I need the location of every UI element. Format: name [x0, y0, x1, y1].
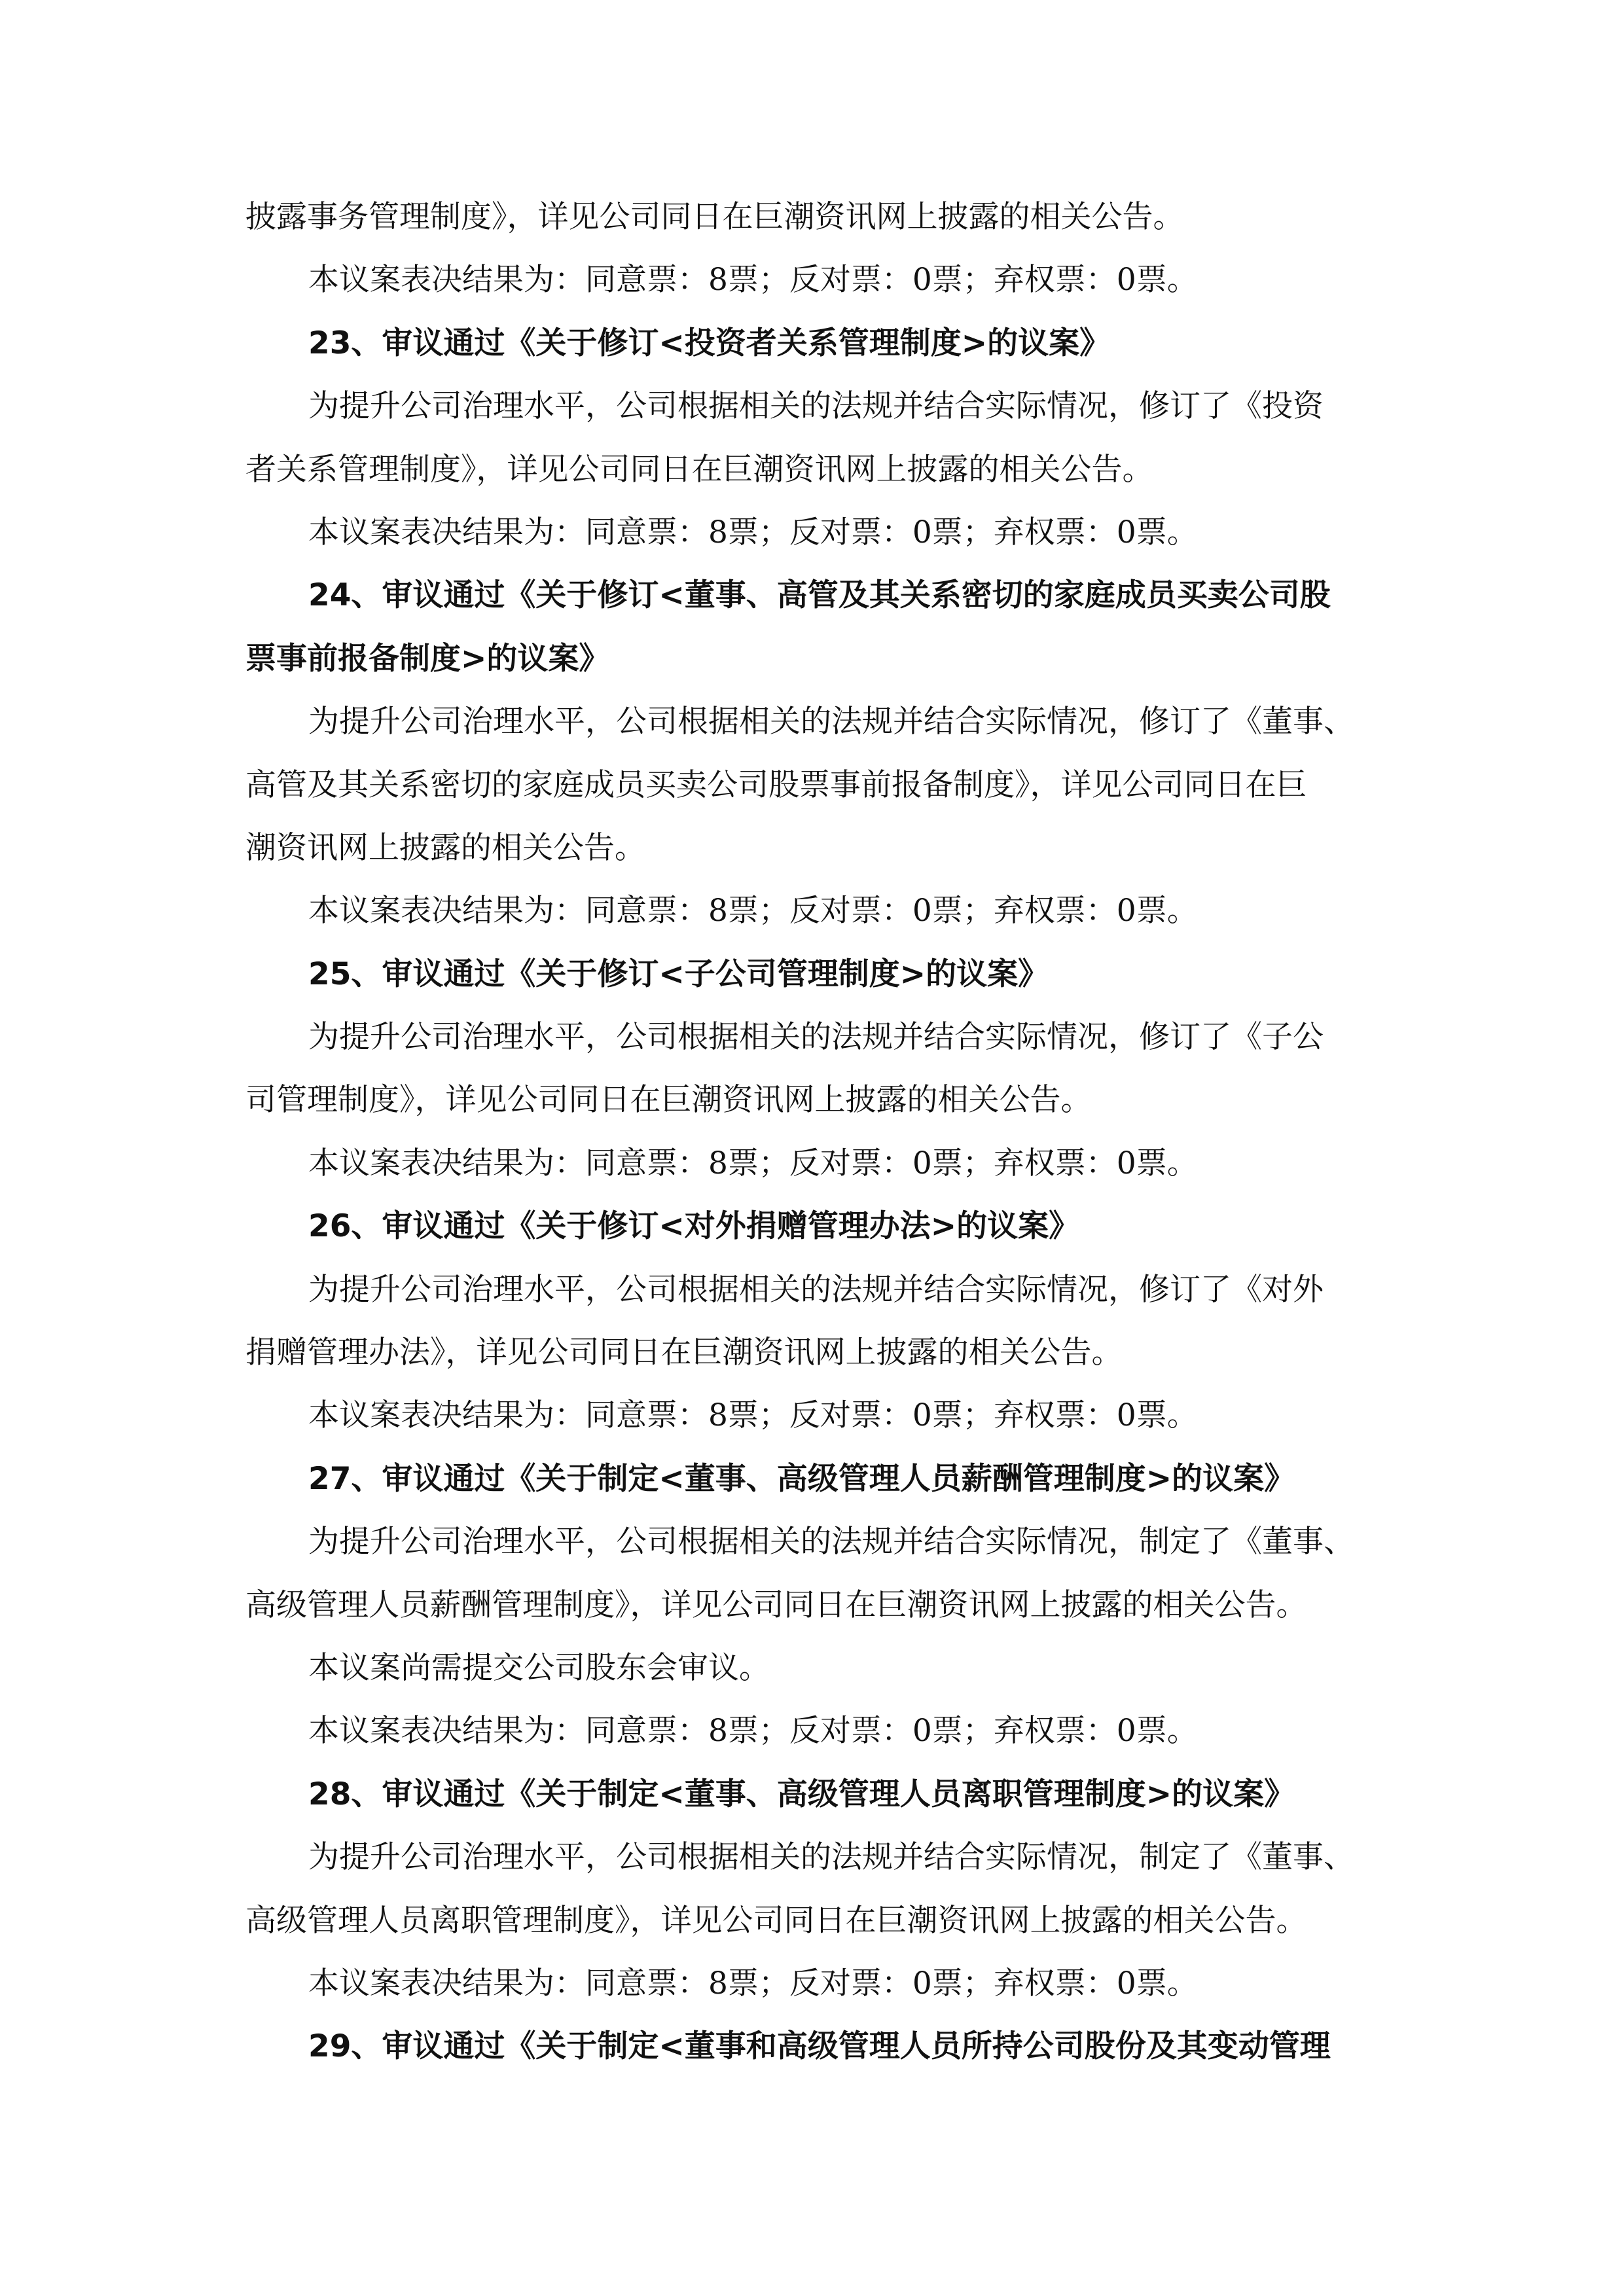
text-line: 披露事务管理制度》，详见公司同日在巨潮资讯网上披露的相关公告。 [245, 199, 1184, 235]
text-line: 本议案表决结果为：同意票：8票；反对票：0票；弃权票：0票。 [308, 262, 1198, 298]
text-line: 本议案表决结果为：同意票：8票；反对票：0票；弃权票：0票。 [308, 1713, 1198, 1749]
text-line: 潮资讯网上披露的相关公告。 [245, 829, 645, 866]
section-heading: 27、审议通过《关于制定<董事、高级管理人员薪酬管理制度>的议案》 [308, 1460, 1295, 1497]
text-line: 为提升公司治理水平，公司根据相关的法规并结合实际情况，修订了《投资 [308, 388, 1324, 425]
section-heading: 29、审议通过《关于制定<董事和高级管理人员所持公司股份及其变动管理 [308, 2028, 1331, 2065]
text-line: 为提升公司治理水平，公司根据相关的法规并结合实际情况，修订了《董事、 [308, 704, 1354, 740]
text-line: 为提升公司治理水平，公司根据相关的法规并结合实际情况，修订了《对外 [308, 1271, 1324, 1308]
text-line: 为提升公司治理水平，公司根据相关的法规并结合实际情况，制定了《董事、 [308, 1524, 1354, 1560]
text-line: 本议案表决结果为：同意票：8票；反对票：0票；弃权票：0票。 [308, 1965, 1198, 2001]
text-line: 者关系管理制度》，详见公司同日在巨潮资讯网上披露的相关公告。 [245, 451, 1153, 488]
section-heading: 票事前报备制度>的议案》 [245, 640, 610, 677]
text-line: 本议案尚需提交公司股东会审议。 [308, 1649, 770, 1686]
text-line: 本议案表决结果为：同意票：8票；反对票：0票；弃权票：0票。 [308, 1397, 1198, 1434]
text-line: 高级管理人员薪酬管理制度》，详见公司同日在巨潮资讯网上披露的相关公告。 [245, 1587, 1307, 1623]
text-line: 本议案表决结果为：同意票：8票；反对票：0票；弃权票：0票。 [308, 1145, 1198, 1181]
text-line: 为提升公司治理水平，公司根据相关的法规并结合实际情况，修订了《子公 [308, 1019, 1324, 1056]
text-line: 本议案表决结果为：同意票：8票；反对票：0票；弃权票：0票。 [308, 514, 1198, 550]
section-heading: 25、审议通过《关于修订<子公司管理制度>的议案》 [308, 956, 1049, 992]
section-heading: 24、审议通过《关于修订<董事、高管及其关系密切的家庭成员买卖公司股 [308, 577, 1331, 614]
document-page [245, 194, 1399, 2087]
text-line: 捐赠管理办法》，详见公司同日在巨潮资讯网上披露的相关公告。 [245, 1335, 1123, 1371]
section-heading: 26、审议通过《关于修订<对外捐赠管理办法>的议案》 [308, 1208, 1080, 1245]
section-heading: 23、审议通过《关于修订<投资者关系管理制度>的议案》 [308, 325, 1111, 361]
text-line: 本议案表决结果为：同意票：8票；反对票：0票；弃权票：0票。 [308, 893, 1198, 929]
text-line: 高级管理人员离职管理制度》，详见公司同日在巨潮资讯网上披露的相关公告。 [245, 1902, 1307, 1939]
section-heading: 28、审议通过《关于制定<董事、高级管理人员离职管理制度>的议案》 [308, 1776, 1295, 1812]
text-line: 司管理制度》，详见公司同日在巨潮资讯网上披露的相关公告。 [245, 1082, 1092, 1119]
text-line: 为提升公司治理水平，公司根据相关的法规并结合实际情况，制定了《董事、 [308, 1839, 1354, 1876]
text-line: 高管及其关系密切的家庭成员买卖公司股票事前报备制度》，详见公司同日在巨 [245, 766, 1307, 803]
